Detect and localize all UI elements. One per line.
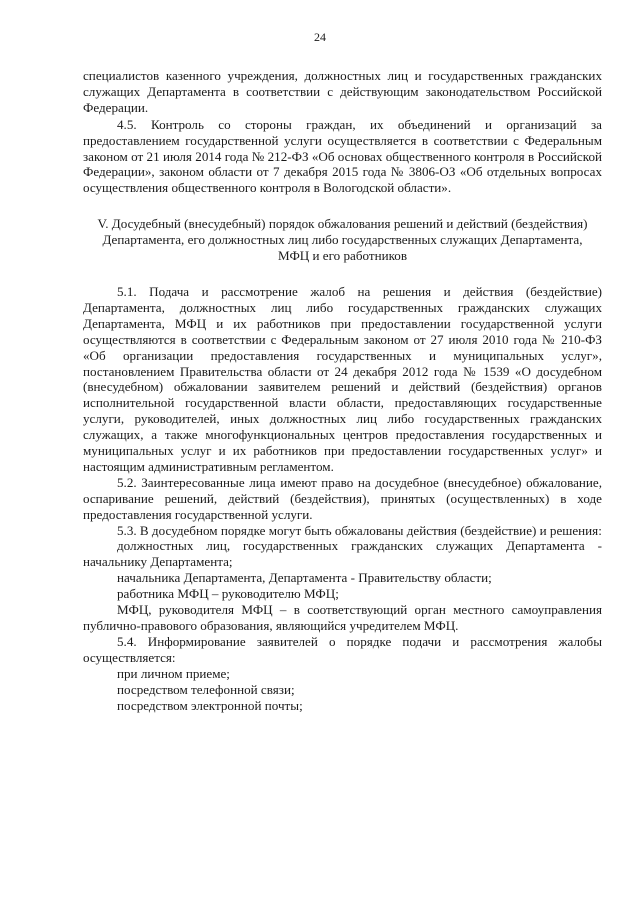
list-item-phone: посредством телефонной связи;	[117, 681, 295, 697]
paragraph-5-3: 5.3. В досудебном порядке могут быть обжалованы действия (бездействие) и решения:	[117, 522, 602, 538]
list-item-mfc-worker: работника МФЦ – руководителю МФЦ;	[117, 586, 339, 602]
list-item-email: посредством электронной почты;	[117, 697, 303, 713]
section-v-heading: V. Досудебный (внесудебный) порядок обжалования решений и действий (бездействия) Департамента, его должностных лиц либо государственных служащих Департамента, МФЦ и его работников	[97, 216, 588, 264]
paragraph-5-1: 5.1. Подача и рассмотрение жалоб на решения и действия (бездействие) Департамента, должностных лиц либо государственных гражданских служащих Департамента, МФЦ и их работников при предоставлении государственной услуги осуществляются в соответствии с Федеральным законом от 27 июля 2010 года № 210-ФЗ «Об организации предоставления государственных и муниципальных услуг», постановлением Правительства области от 24 декабря 2012 года № 1539 «О досудебном (внесудебном) обжаловании заявителем решений и действий (бездействия) органов исполнительной государственной власти области, предоставляющих государственные услуги, руководителей, иных должностных лиц либо государственных гражданских служащих, а также многофункциональных центров предоставления государственных и муниципальных услуг и их работников при предоставлении государственных услуг» и настоящим административным регламентом.	[83, 283, 602, 474]
paragraph-4-5: 4.5. Контроль со стороны граждан, их объединений и организаций за предоставлением государственной услуги осуществляется в соответствии с Федеральным законом от 21 июля 2014 года № 212-ФЗ «Об основах общественного контроля в Российской Федерации», законом области от 7 декабря 2015 года № 3806-ОЗ «Об отдельных вопросах осуществления общественного контроля в Вологодской области».	[83, 116, 602, 196]
paragraph-continuation: специалистов казенного учреждения, должностных лиц и государственных гражданских служащих Департамента в соответствии с действующим законодательством Российской Федерации.	[83, 68, 602, 115]
list-item-officials: должностных лиц, государственных гражданских служащих Департамента - начальнику Департамента;	[83, 538, 602, 570]
list-item-personal: при личном приеме;	[117, 665, 230, 681]
page-number: 24	[314, 30, 326, 44]
document-body	[83, 68, 602, 713]
paragraph-5-4: 5.4. Информирование заявителей о порядке подачи и рассмотрения жалобы осуществляется:	[83, 633, 602, 665]
list-item-mfc: МФЦ, руководителя МФЦ – в соответствующий орган местного самоуправления публично-правового образования, являющийся учредителем МФЦ.	[83, 602, 602, 633]
list-item-head: начальника Департамента, Департамента - Правительству области;	[117, 570, 492, 586]
paragraph-5-2: 5.2. Заинтересованные лица имеют право на досудебное (внесудебное) обжалование, оспаривание решений, действий (бездействия), принятых (осуществленных) в ходе предоставления государственной услуги.	[83, 474, 602, 522]
